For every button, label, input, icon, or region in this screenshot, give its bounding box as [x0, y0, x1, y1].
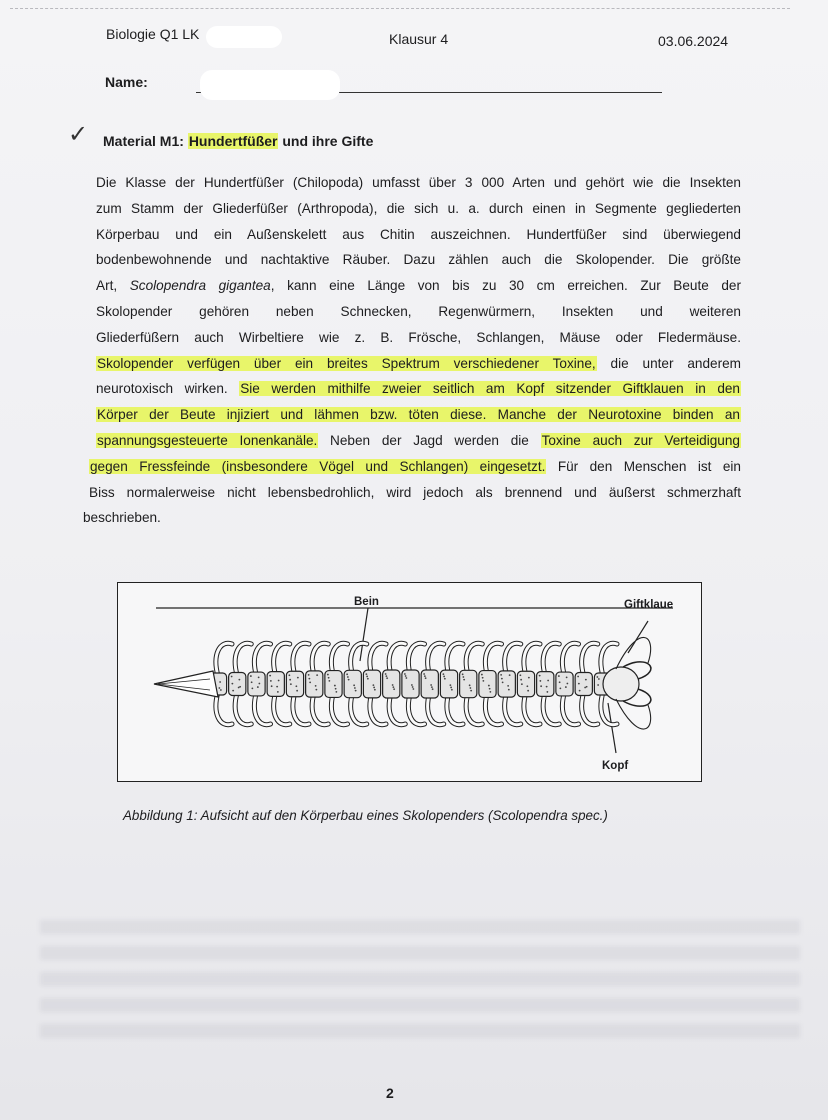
- exam-label: Klausur 4: [389, 31, 449, 47]
- segment-stipple: [308, 674, 310, 676]
- segment-stipple: [444, 678, 446, 680]
- segment-stipple: [585, 679, 587, 681]
- segment-stipple: [315, 685, 317, 687]
- segment-stipple: [270, 680, 272, 682]
- segment-stipple: [404, 673, 406, 675]
- material-label: Material M1:: [103, 133, 184, 149]
- text-line-6: Skolopender gehören neben Schnecken, Regenwürmern, Insekten und weiteren: [96, 303, 741, 319]
- text-line-7: Gliederfüßern auch Wirbeltiere wie z. B. Frösche, Schlangen, Mäuse oder Fledermäuse.: [96, 329, 741, 345]
- material-title-rest: und ihre Gifte: [282, 133, 374, 149]
- segment-stipple: [220, 689, 222, 691]
- segment-stipple: [519, 674, 521, 676]
- text-line-5: [83, 273, 741, 299]
- segment-stipple: [425, 677, 427, 679]
- segment-stipple: [528, 677, 530, 679]
- segment-stipple: [463, 679, 465, 681]
- segment-stipple: [218, 687, 220, 689]
- segment-stipple: [489, 691, 491, 693]
- segment-stipple: [539, 675, 541, 677]
- segment-stipple: [297, 677, 299, 679]
- segment-stipple: [239, 686, 241, 688]
- segment-stipple: [508, 689, 510, 691]
- highlight-defense: Toxine auch zur Verteidigung: [541, 432, 740, 448]
- text-line-8b: die unter anderem: [596, 355, 742, 371]
- segment-stipple: [346, 673, 348, 675]
- segment-stipple: [385, 675, 387, 677]
- segment-stipple: [578, 683, 580, 685]
- segment-stipple: [353, 684, 355, 686]
- centipede-figure: [117, 582, 702, 782]
- text-line-13: Biss normalerweise nicht lebensbedrohlich, wird jedoch als brennend und äußerst schmerzhaft: [89, 484, 741, 500]
- segment-stipple: [565, 686, 567, 688]
- segment-stipple: [462, 673, 464, 675]
- segment-stipple: [547, 680, 549, 682]
- segment-stipple: [347, 676, 349, 678]
- segment-stipple: [405, 677, 407, 679]
- segment-stipple: [296, 690, 298, 692]
- segment-stipple: [559, 687, 561, 689]
- material-text: [83, 170, 741, 531]
- segment-stipple: [392, 686, 394, 688]
- segment-stipple: [500, 674, 502, 676]
- segment-stipple: [328, 680, 330, 682]
- species-name: Scolopendra gigantea: [129, 278, 271, 294]
- segment-stipple: [366, 676, 368, 678]
- segment-stipple: [290, 683, 292, 685]
- segment-stipple: [546, 686, 548, 688]
- segment-stipple: [597, 684, 599, 686]
- label-claw: Giftklaue: [624, 599, 674, 611]
- text-line-10: [83, 402, 741, 428]
- figure-caption: Abbildung 1: Aufsicht auf den Körperbau eines Skolopenders (Scolopendra spec.): [123, 808, 608, 823]
- segment-stipple: [251, 687, 253, 689]
- segment-stipple: [258, 676, 260, 678]
- material-title-highlight: Hundertfüßer: [188, 133, 278, 149]
- segment-stipple: [539, 680, 541, 682]
- segment-stipple: [481, 674, 483, 676]
- segment-stipple: [577, 676, 579, 678]
- text-line-9a: neurotoxisch wirken.: [96, 381, 240, 397]
- segment-stipple: [232, 690, 234, 692]
- highlight-predators: gegen Fressfeinde (insbesondere Vögel und Schlangen) eingesetzt.: [90, 458, 546, 474]
- segment-stipple: [558, 675, 560, 677]
- label-head: Kopf: [602, 760, 629, 772]
- segment-stipple: [231, 683, 233, 685]
- segment-stipple: [509, 674, 511, 676]
- segment-stipple: [335, 688, 337, 690]
- segment-stipple: [443, 676, 445, 678]
- segment-stipple: [385, 673, 387, 675]
- segment-stipple: [238, 679, 240, 681]
- segment-stipple: [374, 689, 376, 691]
- segment-stipple: [450, 687, 452, 689]
- centipede-illustration: [118, 583, 701, 781]
- segment-stipple: [288, 674, 290, 676]
- segment-stipple: [527, 690, 529, 692]
- segment-stipple: [526, 685, 528, 687]
- text-line-8: [83, 351, 741, 377]
- segment-stipple: [372, 684, 374, 686]
- segment-stipple: [586, 686, 588, 688]
- segment-stipple: [423, 673, 425, 675]
- segment-stipple: [269, 675, 271, 677]
- name-label: Name:: [105, 74, 148, 90]
- segment-stipple: [432, 688, 434, 690]
- segment-stipple: [488, 685, 490, 687]
- text-line-2: zum Stamm der Gliederfüßer (Arthropoda), die sich u. a. durch einen in Segmente gegliederten: [96, 200, 741, 216]
- segment-stipple: [365, 673, 367, 675]
- segment-stipple: [507, 685, 509, 687]
- text-line-14: beschrieben.: [83, 510, 161, 526]
- segment-stipple: [278, 680, 280, 682]
- segment-stipple: [276, 686, 278, 688]
- text-line-4: bodenbewohnende und nachtaktive Räuber. Dazu zählen auch die Skolopender. Die größte: [96, 252, 741, 268]
- segment-stipple: [258, 683, 260, 685]
- segment-stipple: [315, 689, 317, 691]
- material-title: [103, 133, 373, 149]
- text-line-5a: Art,: [96, 278, 130, 294]
- segment-stipple: [251, 681, 253, 683]
- segment-stipple: [309, 681, 311, 683]
- text-line-11b: Neben der Jagd werden die: [318, 432, 541, 448]
- segment-stipple: [469, 687, 471, 689]
- segment-stipple: [579, 690, 581, 692]
- text-line-3: Körperbau und ein Außenskelett aus Chitin auszeichnen. Hundertfüßer sind überwiegend: [96, 226, 741, 242]
- highlight-ion-channels: spannungsgesteuerte Ionenkanäle.: [97, 432, 318, 448]
- segment-stipple: [386, 677, 388, 679]
- segment-stipple: [412, 686, 414, 688]
- segment-stipple: [219, 681, 221, 683]
- course-label: Biologie Q1 LK: [106, 26, 200, 42]
- page-number: 2: [386, 1085, 394, 1101]
- segment-stipple: [598, 678, 600, 680]
- segment-stipple: [566, 676, 568, 678]
- segment-stipple: [596, 676, 598, 678]
- highlight-toxins: Skolopender verfügen über ein breites Spektrum verschiedener Toxine,: [97, 355, 596, 371]
- segment-stipple: [469, 684, 471, 686]
- bleed-through-text: [40, 920, 800, 1040]
- segment-stipple: [430, 684, 432, 686]
- segment-stipple: [355, 690, 357, 692]
- segment-stipple: [470, 690, 472, 692]
- segment-stipple: [393, 688, 395, 690]
- highlight-injection: Körper der Beute injiziert und lähmen bzw. töten diese. Manche der Neurotoxine binden an: [97, 407, 740, 423]
- segment-stipple: [451, 689, 453, 691]
- segment-stipple: [271, 685, 273, 687]
- segment-stipple: [501, 678, 503, 680]
- segment-stipple: [367, 678, 369, 680]
- segment-stipple: [424, 675, 426, 677]
- segment-stipple: [348, 679, 350, 681]
- segment-stipple: [559, 681, 561, 683]
- segment-stipple: [462, 676, 464, 678]
- check-mark-icon: ✓: [68, 120, 89, 148]
- segment-stipple: [373, 687, 375, 689]
- text-line-1: Die Klasse der Hundertfüßer (Chilopoda) umfasst über 3 000 Arten und gehört wie die Insekten: [96, 175, 741, 190]
- segment-stipple: [546, 691, 548, 693]
- segment-stipple: [295, 685, 297, 687]
- segment-stipple: [521, 683, 523, 685]
- segment-stipple: [250, 675, 252, 677]
- segment-stipple: [257, 686, 259, 688]
- redaction-course: [206, 26, 282, 48]
- segment-stipple: [392, 684, 394, 686]
- text-line-12: [83, 454, 741, 480]
- segment-stipple: [442, 673, 444, 675]
- text-line-11: [83, 428, 741, 454]
- label-leg: Bein: [354, 596, 379, 608]
- segment-stipple: [334, 685, 336, 687]
- segment-stipple: [482, 677, 484, 679]
- segment-stipple: [277, 691, 279, 693]
- highlight-giftklauen: Sie werden mithilfe zweier seitlich am Kopf sitzender Giftklauen in den: [240, 381, 740, 397]
- redaction-name: [200, 70, 340, 100]
- segment-stipple: [354, 687, 356, 689]
- segment-stipple: [328, 677, 330, 679]
- segment-stipple: [482, 680, 484, 682]
- segment-stipple: [412, 688, 414, 690]
- segment-stipple: [335, 691, 337, 693]
- segment-stipple: [449, 684, 451, 686]
- segment-stipple: [411, 684, 413, 686]
- segment-stipple: [231, 676, 233, 678]
- segment-stipple: [520, 679, 522, 681]
- segment-stipple: [289, 679, 291, 681]
- segment-stipple: [316, 674, 318, 676]
- segment-stipple: [308, 678, 310, 680]
- segment-stipple: [405, 675, 407, 677]
- text-line-5c: , kann eine Länge von bis zu 30 cm erreichen. Zur Beute der: [270, 278, 741, 294]
- segment-stipple: [327, 674, 329, 676]
- text-line-9: [83, 376, 741, 402]
- segment-stipple: [566, 683, 568, 685]
- segment-stipple: [502, 681, 504, 683]
- segment-stipple: [540, 685, 542, 687]
- segment-stipple: [489, 688, 491, 690]
- text-line-12b: Für den Menschen ist ein: [546, 458, 741, 474]
- segment-stipple: [431, 686, 433, 688]
- exam-date: 03.06.2024: [658, 33, 729, 49]
- top-rule: [10, 8, 790, 9]
